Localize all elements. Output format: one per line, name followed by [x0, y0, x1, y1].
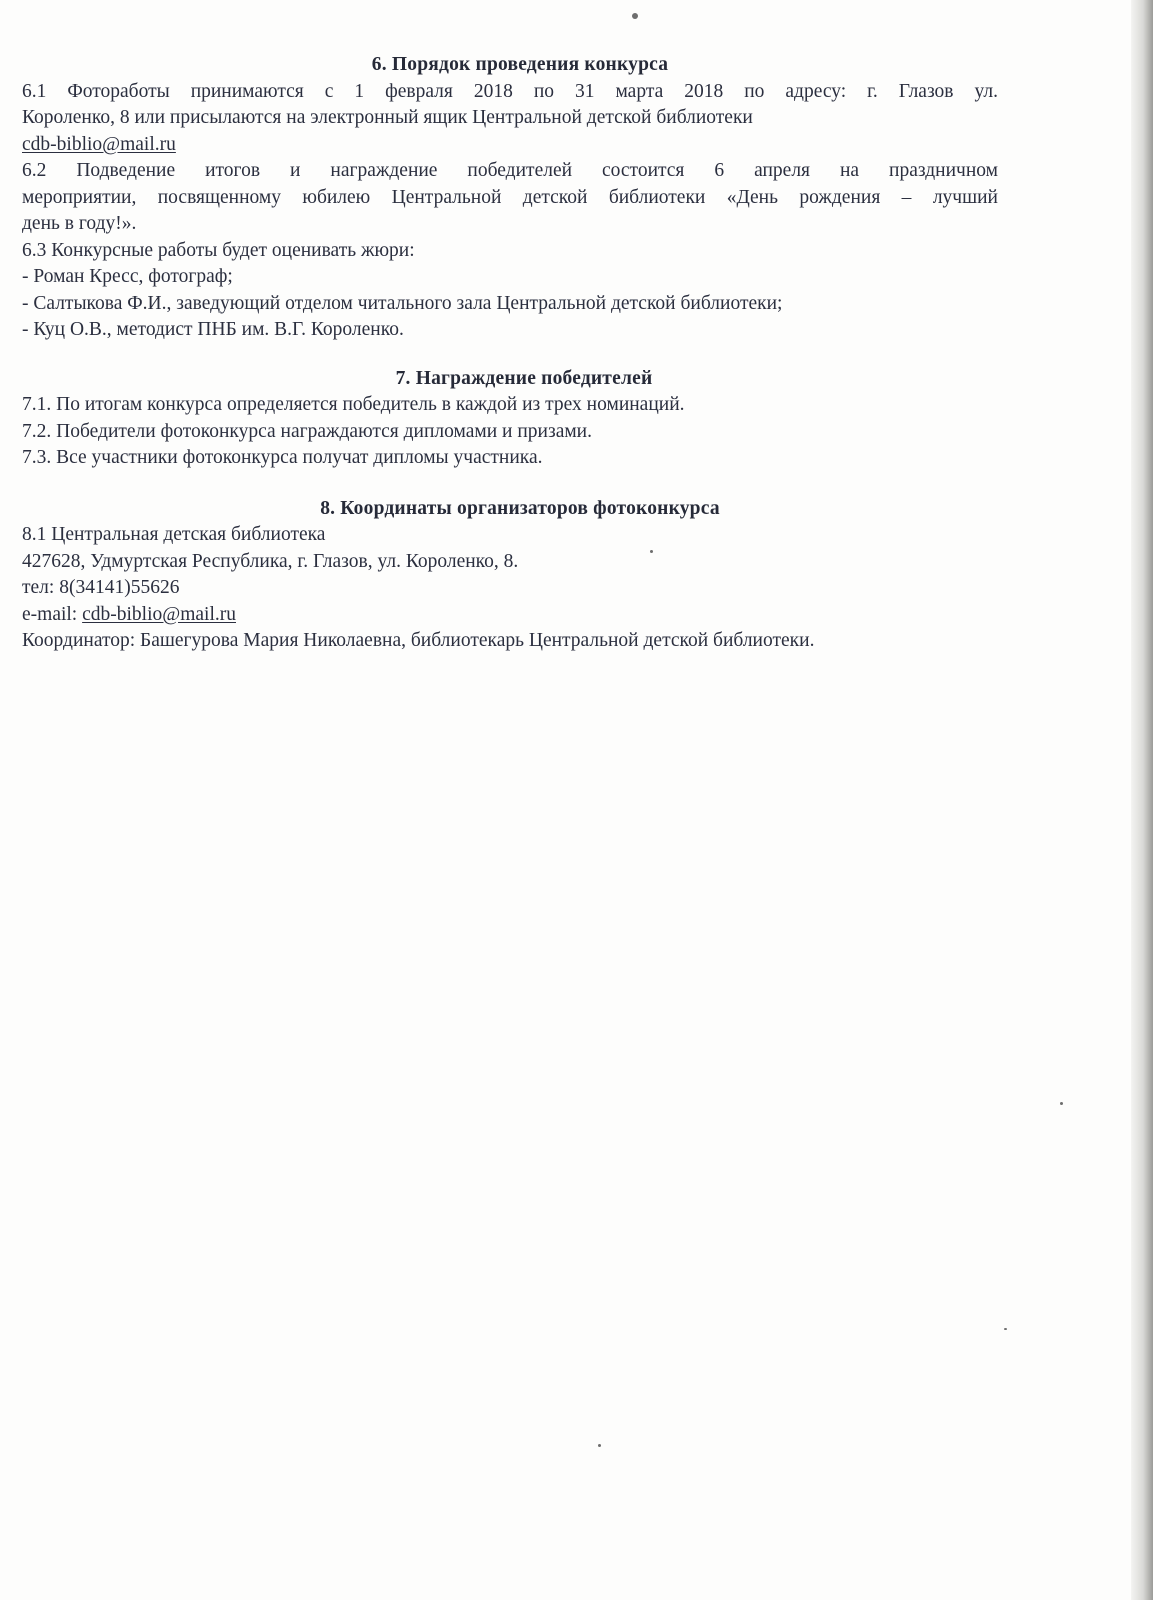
jury-item: - Куц О.В., методист ПНБ им. В.Г. Короленко. — [22, 319, 404, 340]
section-8-heading: 8. Координаты организаторов фотоконкурса — [320, 497, 720, 519]
organizer-address: 427628, Удмуртская Республика, г. Глазов, ул. Короленко, 8. — [22, 550, 519, 572]
section-7-heading: 7. Награждение победителей — [395, 367, 653, 389]
paragraph-6-3-intro: 6.3 Конкурсные работы будет оценивать жюри: — [22, 239, 415, 261]
award-item: 7.2. Победители фотоконкурса награждаются дипломами и призами. — [22, 420, 592, 442]
organizer-email-link[interactable]: cdb-biblio@mail.ru — [82, 603, 236, 625]
email-link[interactable]: cdb-biblio@mail.ru — [22, 133, 176, 155]
scan-speck — [1004, 1328, 1007, 1330]
paragraph-6-1-line-1: 6.1 Фотоработы принимаются с 1 февраля 2018 по 31 марта 2018 по адресу: г. Глазов ул. — [22, 80, 998, 102]
jury-item: - Салтыкова Ф.И., заведующий отделом читального зала Центральной детской библиотеки; — [22, 292, 783, 314]
organizer-email-line — [22, 602, 998, 629]
scan-edge-shadow — [1131, 0, 1153, 1600]
paragraph-6-2-line-2: мероприятии, посвященному юбилею Центральной детской библиотеки «День рождения – лучший — [22, 186, 998, 208]
paragraph-6-2-line-3: день в году!». — [22, 213, 137, 234]
paragraph-6-1-line-2: Короленко, 8 или присылаются на электронный ящик Центральной детской библиотеки — [22, 107, 753, 128]
award-item: 7.3. Все участники фотоконкурса получат дипломы участника. — [22, 447, 543, 468]
award-item: 7.1. По итогам конкурса определяется победитель в каждой из трех номинаций. — [22, 394, 685, 415]
email-label: e-mail: — [22, 603, 83, 625]
organizer-name: 8.1 Центральная детская библиотека — [22, 524, 326, 545]
scan-speck — [632, 13, 638, 19]
section-6-heading: 6. Порядок проведения конкурса — [371, 54, 669, 75]
organizer-phone: тел: 8(34141)55626 — [22, 577, 180, 598]
scan-speck — [598, 1444, 601, 1447]
jury-item: - Роман Кресс, фотограф; — [22, 266, 233, 287]
scan-speck — [1060, 1102, 1063, 1105]
coordinator: Координатор: Башегурова Мария Николаевна, библиотекарь Центральной детской библиотеки. — [22, 630, 815, 651]
document-body — [22, 52, 998, 655]
paragraph-6-2-line-1: 6.2 Подведение итогов и награждение победителей состоится 6 апреля на праздничном — [22, 160, 998, 181]
